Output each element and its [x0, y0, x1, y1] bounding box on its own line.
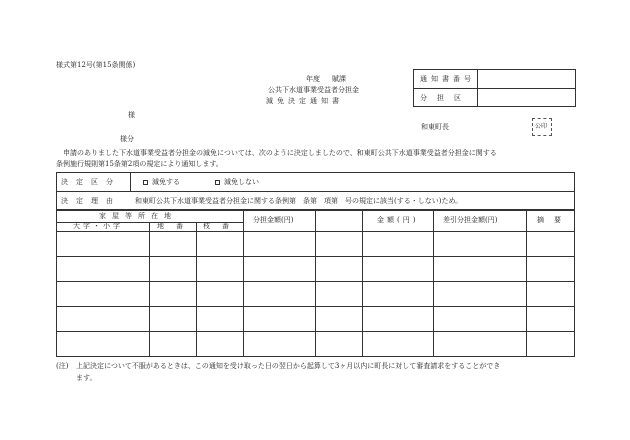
district-label: 分担区: [420, 94, 471, 102]
banchi-header: 地番: [157, 222, 195, 230]
recipient-sama: 様: [128, 111, 135, 119]
form-number: 様式第12号(第15条関係): [56, 61, 136, 69]
decision-table: [56, 172, 575, 210]
document-title-line2: 減免決定通知書: [266, 97, 343, 105]
document-title-line1: 公共下水道事業受益者分担金: [268, 86, 359, 94]
remarks-header: 摘要: [537, 216, 571, 224]
official-seal: 公印: [532, 118, 552, 136]
checkbox-not-reduce[interactable]: [215, 180, 220, 185]
checkbox-reduce[interactable]: [143, 180, 148, 185]
bun-sama: 様分: [120, 135, 134, 143]
exempt-amount-header: 金額(円): [377, 216, 419, 224]
option-not-reduce[interactable]: 減免しない: [215, 179, 259, 186]
decision-reason-label: 決定理由: [61, 197, 121, 205]
notice-id-table: [413, 69, 576, 107]
aza-header: 大字・小字: [73, 222, 123, 230]
department-label: 賦課: [332, 75, 346, 83]
amount-header: 分担金額(円): [253, 216, 294, 224]
fiscal-year-label: 年度: [306, 75, 320, 83]
note-line1: 上記決定について不服があるときは、この通知を受け取った日の翌日から起算して3ヶ月以内に町長に対して審査請求をすることができ: [76, 362, 501, 370]
intro-line2: 条例施行規則第15条第2項の規定により通知します。: [56, 160, 223, 168]
decision-kubun-label: 決定区分: [61, 178, 121, 186]
note-label: (注): [56, 362, 69, 370]
location-header: 家屋等所在地: [99, 212, 177, 220]
issuer-name: 和東町長: [421, 123, 449, 131]
decision-reason-text: 和東町公共下水道事業受益者分担金に関する条例第 条第 項第 号の規定に該当(する・しない)ため。: [135, 197, 463, 205]
difference-header: 差引分担金額(円): [443, 216, 498, 224]
edaban-header: 枝番: [203, 222, 241, 230]
intro-line1: 申請のありました下水道事業受益者分担金の減免については、次のように決定しましたので、和東町公共下水道事業受益者分担金に関する: [63, 149, 497, 157]
notice-number-label: 通知書番号: [420, 75, 475, 83]
note-line2: ます。: [76, 374, 97, 382]
option-reduce[interactable]: 減免する: [143, 179, 180, 186]
property-table: [56, 210, 575, 357]
